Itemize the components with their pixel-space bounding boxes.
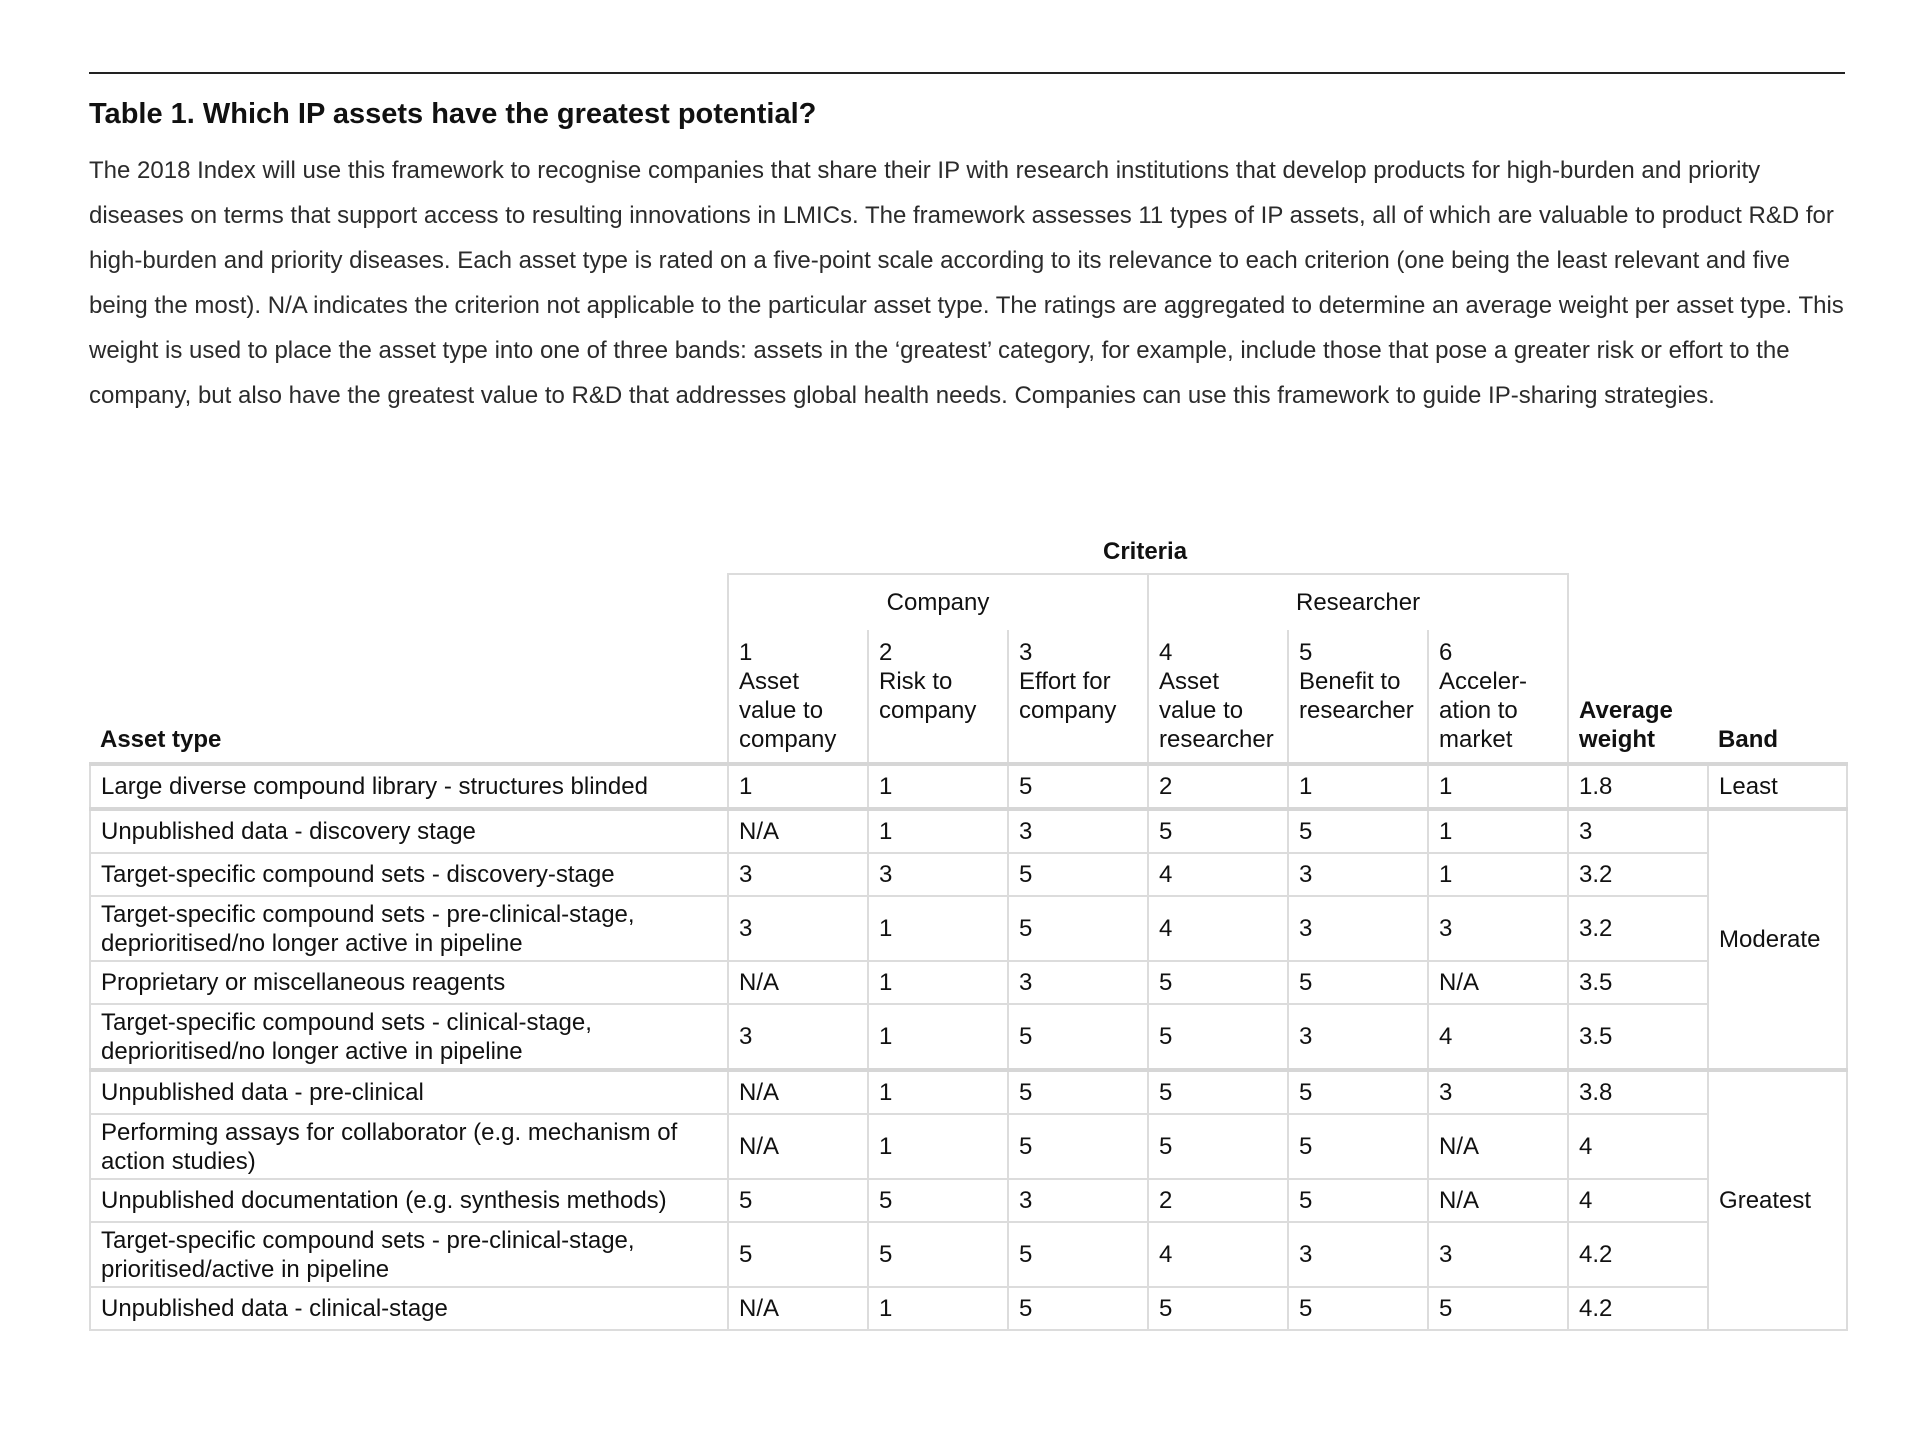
rating-cell: N/A bbox=[1428, 961, 1568, 1004]
rating-cell: N/A bbox=[728, 1070, 868, 1114]
average-weight-cell: 3.5 bbox=[1568, 961, 1708, 1004]
table-row bbox=[90, 809, 1847, 853]
average-weight-cell: 3 bbox=[1568, 809, 1708, 853]
average-weight-cell: 4 bbox=[1568, 1179, 1708, 1222]
average-weight-cell: 3.2 bbox=[1568, 896, 1708, 961]
rating-cell: 3 bbox=[1008, 961, 1148, 1004]
asset-type-cell: Unpublished data - pre-clinical bbox=[90, 1070, 728, 1114]
rating-cell: 5 bbox=[1008, 1004, 1148, 1070]
band-cell: Moderate bbox=[1708, 809, 1847, 1070]
table-row bbox=[90, 764, 1847, 809]
criterion-number: 4 bbox=[1159, 639, 1173, 666]
band-cell: Greatest bbox=[1708, 1070, 1847, 1330]
rating-cell: 5 bbox=[728, 1179, 868, 1222]
rating-cell: 5 bbox=[1148, 1004, 1288, 1070]
rating-cell: 3 bbox=[868, 853, 1008, 896]
rating-cell: 3 bbox=[1008, 809, 1148, 853]
table-row bbox=[90, 896, 1847, 961]
top-divider bbox=[89, 72, 1845, 74]
asset-type-cell: Unpublished data - clinical-stage bbox=[90, 1287, 728, 1330]
asset-type-cell: Unpublished data - discovery stage bbox=[90, 809, 728, 853]
table-title: Table 1. Which IP assets have the greatest potential? bbox=[89, 98, 817, 130]
criterion-number: 3 bbox=[1019, 639, 1033, 666]
rating-cell: 1 bbox=[1288, 764, 1428, 809]
rating-cell: 5 bbox=[1428, 1287, 1568, 1330]
table-row bbox=[90, 1222, 1847, 1287]
rating-cell: 1 bbox=[868, 809, 1008, 853]
criteria-header-row bbox=[90, 630, 1847, 764]
criterion-label: Benefit to researcher bbox=[1299, 668, 1414, 724]
rating-cell: 1 bbox=[1428, 853, 1568, 896]
rating-cell: N/A bbox=[728, 961, 868, 1004]
asset-type-cell: Target-specific compound sets - pre-clinical-stage, prioritised/active in pipeline bbox=[90, 1222, 728, 1287]
rating-cell: 1 bbox=[868, 896, 1008, 961]
asset-type-cell: Target-specific compound sets - pre-clinical-stage, deprioritised/no longer active in pipeline bbox=[90, 896, 728, 961]
rating-cell: 5 bbox=[1148, 1070, 1288, 1114]
rating-cell: 1 bbox=[868, 1004, 1008, 1070]
asset-type-cell: Target-specific compound sets - discovery-stage bbox=[90, 853, 728, 896]
average-weight-cell: 3.2 bbox=[1568, 853, 1708, 896]
table-row bbox=[90, 1114, 1847, 1179]
rating-cell: 5 bbox=[1288, 961, 1428, 1004]
rating-cell: 1 bbox=[1428, 809, 1568, 853]
average-weight-header: Average weight bbox=[1579, 697, 1673, 753]
rating-cell: 1 bbox=[868, 1114, 1008, 1179]
criterion-label: Effort for company bbox=[1019, 668, 1117, 724]
average-weight-cell: 4.2 bbox=[1568, 1287, 1708, 1330]
rating-cell: 1 bbox=[1428, 764, 1568, 809]
asset-type-cell: Unpublished documentation (e.g. synthesis methods) bbox=[90, 1179, 728, 1222]
rating-cell: 5 bbox=[1288, 1114, 1428, 1179]
criterion-header bbox=[1008, 630, 1148, 764]
rating-cell: N/A bbox=[728, 1287, 868, 1330]
ip-assets-table bbox=[89, 573, 1848, 1331]
rating-cell: 3 bbox=[1288, 1222, 1428, 1287]
criterion-header bbox=[1148, 630, 1288, 764]
criteria-group-row bbox=[90, 574, 1847, 630]
criterion-number: 1 bbox=[739, 639, 753, 666]
rating-cell: 5 bbox=[1288, 1179, 1428, 1222]
rating-cell: 5 bbox=[1288, 1070, 1428, 1114]
rating-cell: 5 bbox=[1008, 1114, 1148, 1179]
table-row bbox=[90, 853, 1847, 896]
rating-cell: 2 bbox=[1148, 1179, 1288, 1222]
band-header: Band bbox=[1718, 726, 1779, 753]
asset-type-cell: Target-specific compound sets - clinical-stage, deprioritised/no longer active in pipeline bbox=[90, 1004, 728, 1070]
rating-cell: N/A bbox=[728, 809, 868, 853]
rating-cell: 1 bbox=[868, 961, 1008, 1004]
rating-cell: 5 bbox=[1148, 961, 1288, 1004]
average-weight-cell: 4.2 bbox=[1568, 1222, 1708, 1287]
rating-cell: 5 bbox=[1148, 1287, 1288, 1330]
criterion-header bbox=[728, 630, 868, 764]
table-row bbox=[90, 1179, 1847, 1222]
table-row bbox=[90, 1004, 1847, 1070]
rating-cell: 1 bbox=[868, 764, 1008, 809]
average-weight-cell: 3.8 bbox=[1568, 1070, 1708, 1114]
rating-cell: 3 bbox=[728, 853, 868, 896]
criterion-number: 2 bbox=[879, 639, 893, 666]
header-spacer bbox=[1708, 574, 1847, 630]
rating-cell: 5 bbox=[1008, 1222, 1148, 1287]
rating-cell: 3 bbox=[1288, 853, 1428, 896]
rating-cell: 5 bbox=[1288, 1287, 1428, 1330]
asset-type-cell: Performing assays for collaborator (e.g. mechanism of action studies) bbox=[90, 1114, 728, 1179]
rating-cell: 5 bbox=[1148, 809, 1288, 853]
rating-cell: 3 bbox=[1428, 1070, 1568, 1114]
rating-cell: 3 bbox=[1428, 896, 1568, 961]
rating-cell: 3 bbox=[728, 896, 868, 961]
rating-cell: 5 bbox=[1008, 896, 1148, 961]
group-researcher: Researcher bbox=[1148, 574, 1568, 630]
criterion-number: 5 bbox=[1299, 639, 1313, 666]
rating-cell: 3 bbox=[1288, 1004, 1428, 1070]
criterion-label: Risk to company bbox=[879, 668, 977, 724]
rating-cell: N/A bbox=[1428, 1114, 1568, 1179]
criterion-header bbox=[1428, 630, 1568, 764]
rating-cell: 1 bbox=[728, 764, 868, 809]
criterion-header bbox=[868, 630, 1008, 764]
rating-cell: 2 bbox=[1148, 764, 1288, 809]
band-cell: Least bbox=[1708, 764, 1847, 809]
rating-cell: 5 bbox=[1148, 1114, 1288, 1179]
header-spacer bbox=[1568, 574, 1708, 630]
rating-cell: 4 bbox=[1148, 896, 1288, 961]
average-weight-cell: 4 bbox=[1568, 1114, 1708, 1179]
rating-cell: 5 bbox=[1008, 1287, 1148, 1330]
asset-type-cell: Proprietary or miscellaneous reagents bbox=[90, 961, 728, 1004]
rating-cell: 3 bbox=[728, 1004, 868, 1070]
rating-cell: 5 bbox=[868, 1179, 1008, 1222]
rating-cell: 5 bbox=[868, 1222, 1008, 1287]
rating-cell: 5 bbox=[1288, 809, 1428, 853]
table-row bbox=[90, 1070, 1847, 1114]
average-weight-cell: 3.5 bbox=[1568, 1004, 1708, 1070]
header-spacer bbox=[90, 574, 728, 630]
rating-cell: 4 bbox=[1428, 1004, 1568, 1070]
group-company: Company bbox=[728, 574, 1148, 630]
rating-cell: N/A bbox=[728, 1114, 868, 1179]
criterion-number: 6 bbox=[1439, 639, 1453, 666]
rating-cell: 3 bbox=[1428, 1222, 1568, 1287]
table-description: The 2018 Index will use this framework to recognise companies that share their IP with research institutions that develop products for high-burden and priority diseases on terms that support access to resulting innovations in LMICs. The framework assesses 11 types of IP assets, all of which are valuable to product R&D for high-burden and priority diseases. Each asset type is rated on a five-point scale according to its relevance to each criterion (one being the least relevant and five being the most). N/A indicates the criterion not applicable to the particular asset type. The ratings are aggregated to determine an average weight per asset type. This weight is used to place the asset type into one of three bands: assets in the ‘greatest’ category, for example, include those that pose a greater risk or effort to the company, but also have the greatest value to R&D that addresses global health needs. Companies can use this framework to guide IP-sharing strategies. bbox=[89, 157, 1844, 409]
asset-type-header: Asset type bbox=[100, 726, 222, 753]
criterion-label: Asset value to researcher bbox=[1159, 668, 1274, 753]
rating-cell: 1 bbox=[868, 1070, 1008, 1114]
table-row bbox=[90, 961, 1847, 1004]
criteria-label: Criteria bbox=[1103, 538, 1188, 565]
rating-cell: 4 bbox=[1148, 1222, 1288, 1287]
rating-cell: N/A bbox=[1428, 1179, 1568, 1222]
rating-cell: 4 bbox=[1148, 853, 1288, 896]
rating-cell: 3 bbox=[1008, 1179, 1148, 1222]
criterion-label: Acceler-ation to market bbox=[1439, 668, 1528, 753]
rating-cell: 3 bbox=[1288, 896, 1428, 961]
asset-type-cell: Large diverse compound library - structures blinded bbox=[90, 764, 728, 809]
table-row bbox=[90, 1287, 1847, 1330]
rating-cell: 5 bbox=[1008, 853, 1148, 896]
rating-cell: 5 bbox=[1008, 1070, 1148, 1114]
criterion-label: Asset value to company bbox=[739, 668, 837, 753]
rating-cell: 5 bbox=[1008, 764, 1148, 809]
rating-cell: 5 bbox=[728, 1222, 868, 1287]
rating-cell: 1 bbox=[868, 1287, 1008, 1330]
criterion-header bbox=[1288, 630, 1428, 764]
average-weight-cell: 1.8 bbox=[1568, 764, 1708, 809]
